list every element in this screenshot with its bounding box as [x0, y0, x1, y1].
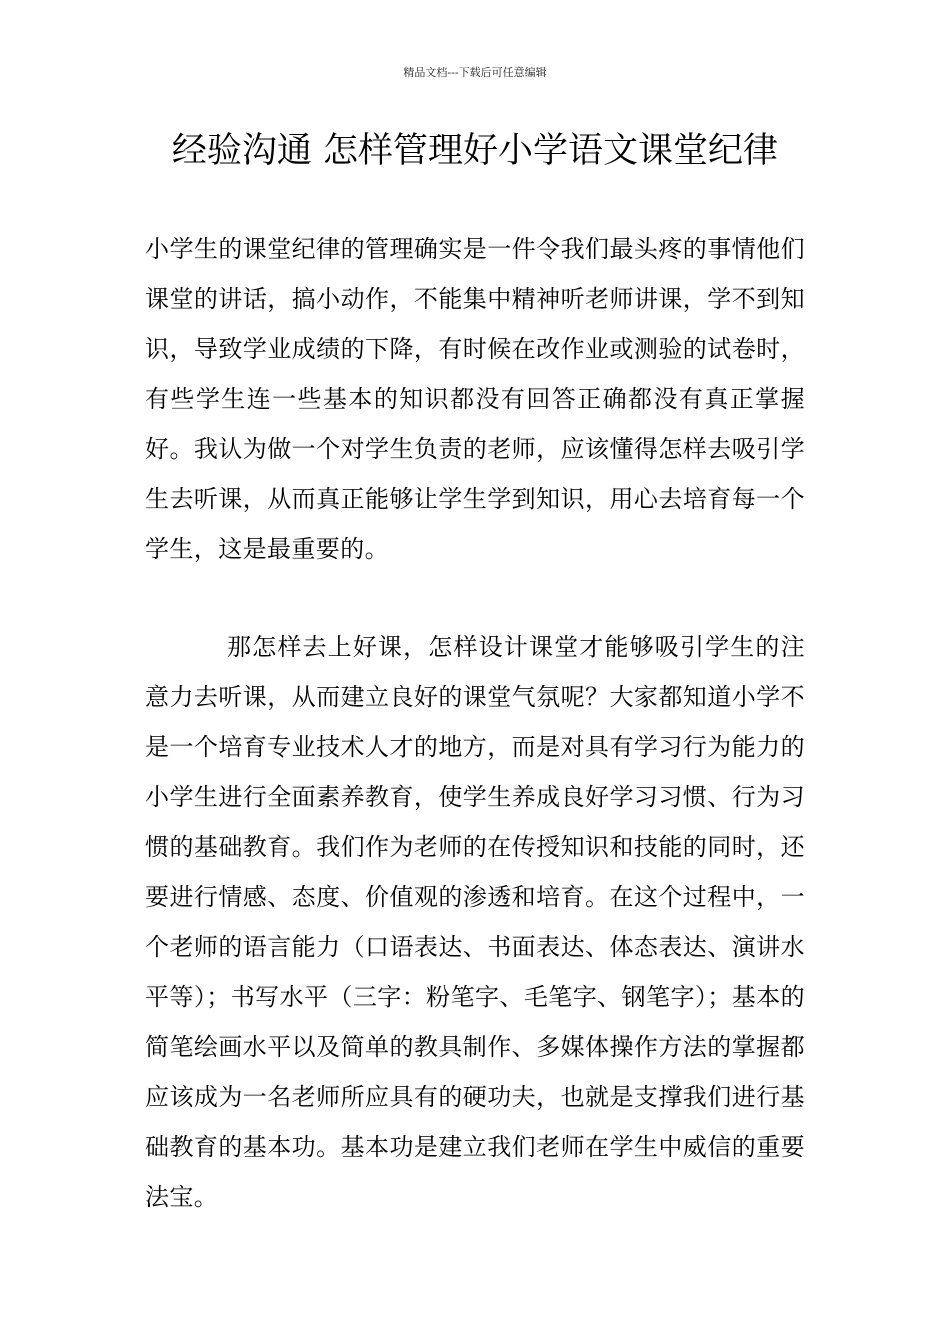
document-title: 经验沟通 怎样管理好小学语文课堂纪律	[171, 131, 779, 171]
paragraph-2: 那怎样去上好课，怎样设计课堂才能够吸引学生的注意力去听课，从而建立良好的课堂气氛呢？大家都知道小学不是一个培育专业技术人才的地方，而是对具有学习行为能力的小学生进行全面素养教育，使学生养成良好学习习惯、行为习惯的基础教育。我们作为老师的在传授知识和技能的同时，还要进行情感、态度、价值观的渗透和培育。在这个过程中，一个老师的语言能力（口语表达、书面表达、体态表达、演讲水平等）；书写水平（三字：粉笔字、毛笔字、钢笔字）；基本的简笔绘画水平以及简单的教具制作、多媒体操作方法的掌握都应该成为一名老师所应具有的硬功夫，也就是支撑我们进行基础教育的基本功。基本功是建立我们老师在学生中威信的重要法宝。	[145, 633, 805, 1211]
page-header: 精品文档---下载后可任意编辑	[403, 66, 547, 79]
paragraph-1: 小学生的课堂纪律的管理确实是一件令我们最头疼的事情他们课堂的讲话，搞小动作，不能集中精神听老师讲课，学不到知识，导致学业成绩的下降，有时候在改作业或测验的试卷时，有些学生连一些基本的知识都没有回答正确都没有真正掌握好。我认为做一个对学生负责的老师，应该懂得怎样去吸引学生去听课，从而真正能够让学生学到知识，用心去培育每一个学生，这是最重要的。	[145, 235, 805, 563]
